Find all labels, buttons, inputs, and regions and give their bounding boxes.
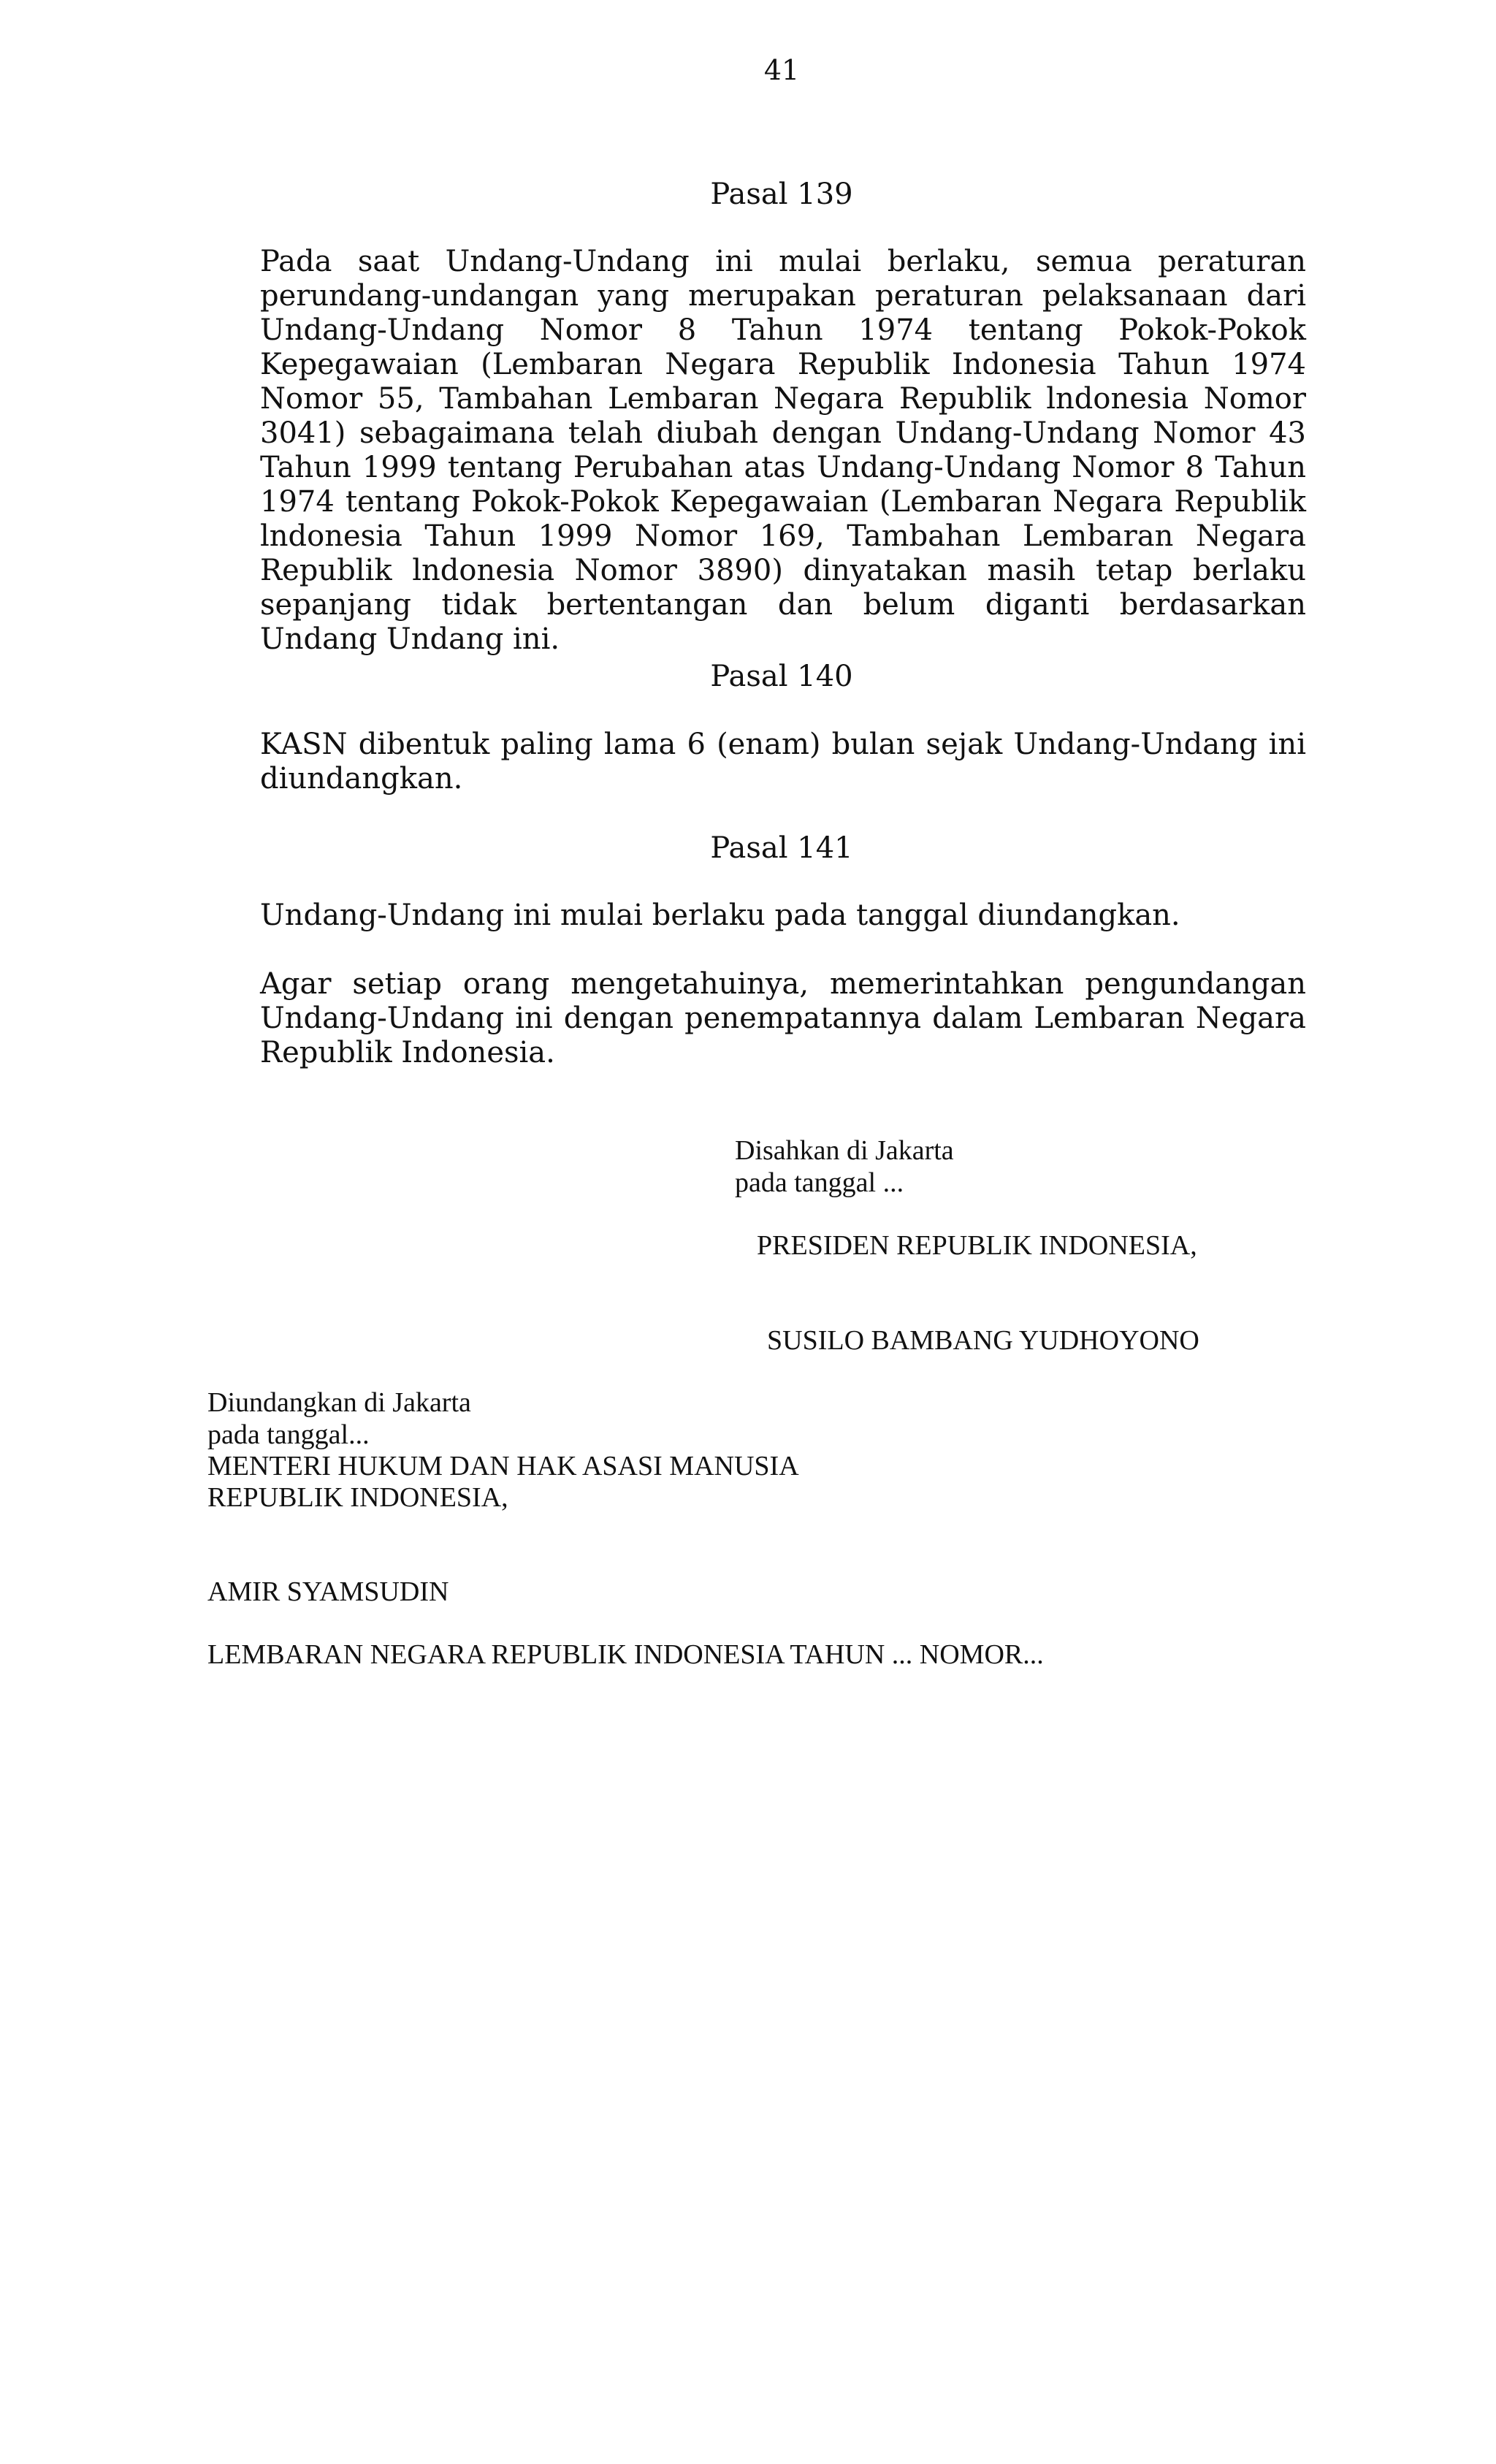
article-heading-139: Pasal 139 [710,178,853,211]
ratification-place: Disahkan di Jakarta [735,1135,954,1166]
article-heading-140: Pasal 140 [710,660,853,693]
article-139-paragraph: Pada saat Undang-Undang ini mulai berlaku, semua peraturan perundang-undangan yang merupakan peraturan pelaksanaan dari Undang-Undang Nomor 8 Tahun 1974 tentang Pokok-Pokok Kepegawaian (Lembaran Negara Republik Indonesia Tahun 1974 Nomor 55, Tambahan Lembaran Negara Republik lndonesia Nomor 3041) sebagaimana telah diubah dengan Undang-Undang Nomor 43 Tahun 1999 tentang Perubahan atas Undang-Undang Nomor 8 Tahun 1974 tentang Pokok-Pokok Kepegawaian (Lembaran Negara Republik lndonesia Tahun 1999 Nomor 169, Tambahan Lembaran Negara Republik lndonesia Nomor 3890) dinyatakan masih tetap berlaku sepanjang tidak bertentangan dan belum diganti berdasarkan Undang Undang ini. [260,245,1306,656]
gazette-line: LEMBARAN NEGARA REPUBLIK INDONESIA TAHUN ... NOMOR... [207,1639,1044,1670]
article-141-paragraph-2: Agar setiap orang mengetahuinya, memerintahkan pengundangan Undang-Undang ini dengan penempatannya dalam Lembaran Negara Republik Indonesia. [260,967,1306,1069]
page-number: 41 [763,54,800,86]
article-heading-141: Pasal 141 [710,831,853,865]
promulgation-place: Diundangkan di Jakarta [207,1387,471,1418]
promulgation-signatory-name: AMIR SYAMSUDIN [207,1576,449,1607]
ratification-signatory-name: SUSILO BAMBANG YUDHOYONO [767,1325,1199,1356]
promulgation-office-line-2: REPUBLIK INDONESIA, [207,1482,508,1513]
article-140-paragraph: KASN dibentuk paling lama 6 (enam) bulan sejak Undang-Undang ini diundangkan. [260,728,1306,796]
promulgation-office-line-1: MENTERI HUKUM DAN HAK ASASI MANUSIA [207,1451,799,1481]
article-141-paragraph-1: Undang-Undang ini mulai berlaku pada tanggal diundangkan. [260,899,1180,932]
ratification-office: PRESIDEN REPUBLIK INDONESIA, [757,1230,1197,1261]
ratification-date: pada tanggal ... [735,1167,904,1198]
promulgation-date: pada tanggal... [207,1419,370,1450]
